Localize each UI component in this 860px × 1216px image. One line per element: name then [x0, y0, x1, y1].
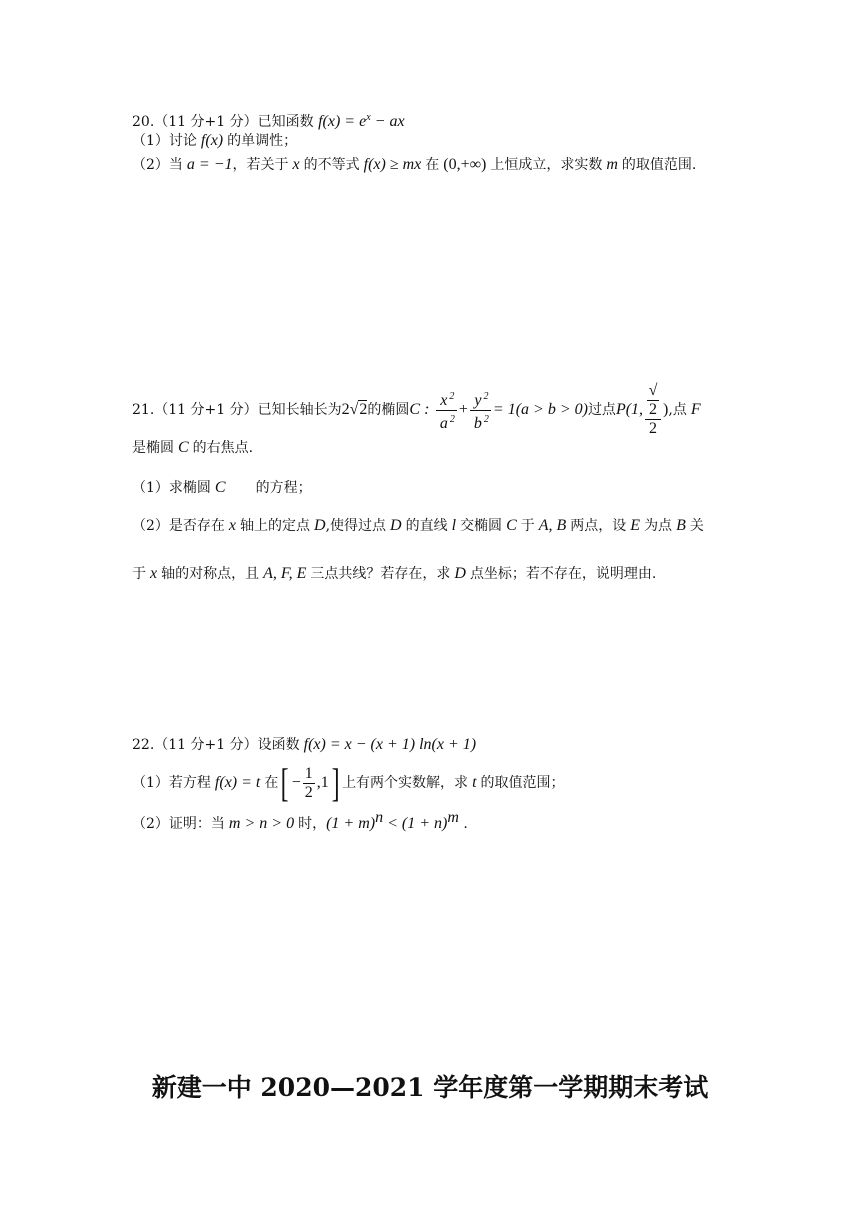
q20-part1: （1）讨论 f(x) 的单调性；: [132, 132, 298, 149]
fraction-x2-a2: $\frac{x ^2}{a ^2}$: [436, 388, 457, 433]
fraction-1-2: $\frac{1}{2}$: [304, 764, 313, 801]
q21-part1: （1）求椭圆 C 的方程；: [132, 479, 312, 496]
q22-part2: （2）证明：当 m > n > 0 时，$(1 + m)^n < (1 + n)^m$ .: [132, 809, 468, 832]
q20-function: $f(x) = e^x$ − ax: [318, 112, 405, 130]
q20-heading: 20.（11 分+1 分）已知函数 $f(x) = e^x$ − ax: [132, 112, 405, 130]
left-bracket: [: [281, 760, 290, 805]
fraction-sqrt2-2: √ 2 2: [645, 382, 661, 438]
q21-line2: 是椭圆 C 的右焦点.: [132, 439, 254, 456]
q21-part2: （2）是否存在 x 轴上的定点 D,使得过点 D 的直线 l 交椭圆 C 于 A, B 两点，设 E 为点 B 关: [132, 517, 704, 534]
exam-title: 新建一中 2020—2021 学年度第一学期期末考试: [151, 1073, 709, 1102]
right-bracket: ]: [331, 760, 340, 805]
q22-part1: （1）若方程 f(x) = t 在[ − $\frac{1}{2}$ ,1] 上有两个实数解，求 t 的取值范围；: [132, 760, 565, 805]
q22-heading: 22.（11 分+1 分）设函数 f(x) = x − (x + 1) ln(x + 1): [132, 736, 477, 753]
fraction-y2-b2: $\frac{y ^2}{b ^2}$: [470, 388, 491, 433]
q21-part2-cont: 于 x 轴的对称点，且 A, F, E 三点共线？若存在，求 D 点坐标；若不存在，说明理由.: [132, 565, 657, 582]
q20-part2: （2）当 a = −1，若关于 x 的不等式 f(x) ≥ mx 在 (0,+∞) 上恒成立，求实数 m 的取值范围.: [132, 156, 697, 173]
sqrt-symbol: √: [349, 401, 359, 418]
q21-heading: 21.（11 分+1 分）已知长轴长为2√2的椭圆C : $\frac{x ^2}{a ^2}$ + $\frac{y ^2}{b ^2}$ = 1(a > b > 0)过点P(1, √ 2 2 ),点 F: [132, 382, 701, 437]
